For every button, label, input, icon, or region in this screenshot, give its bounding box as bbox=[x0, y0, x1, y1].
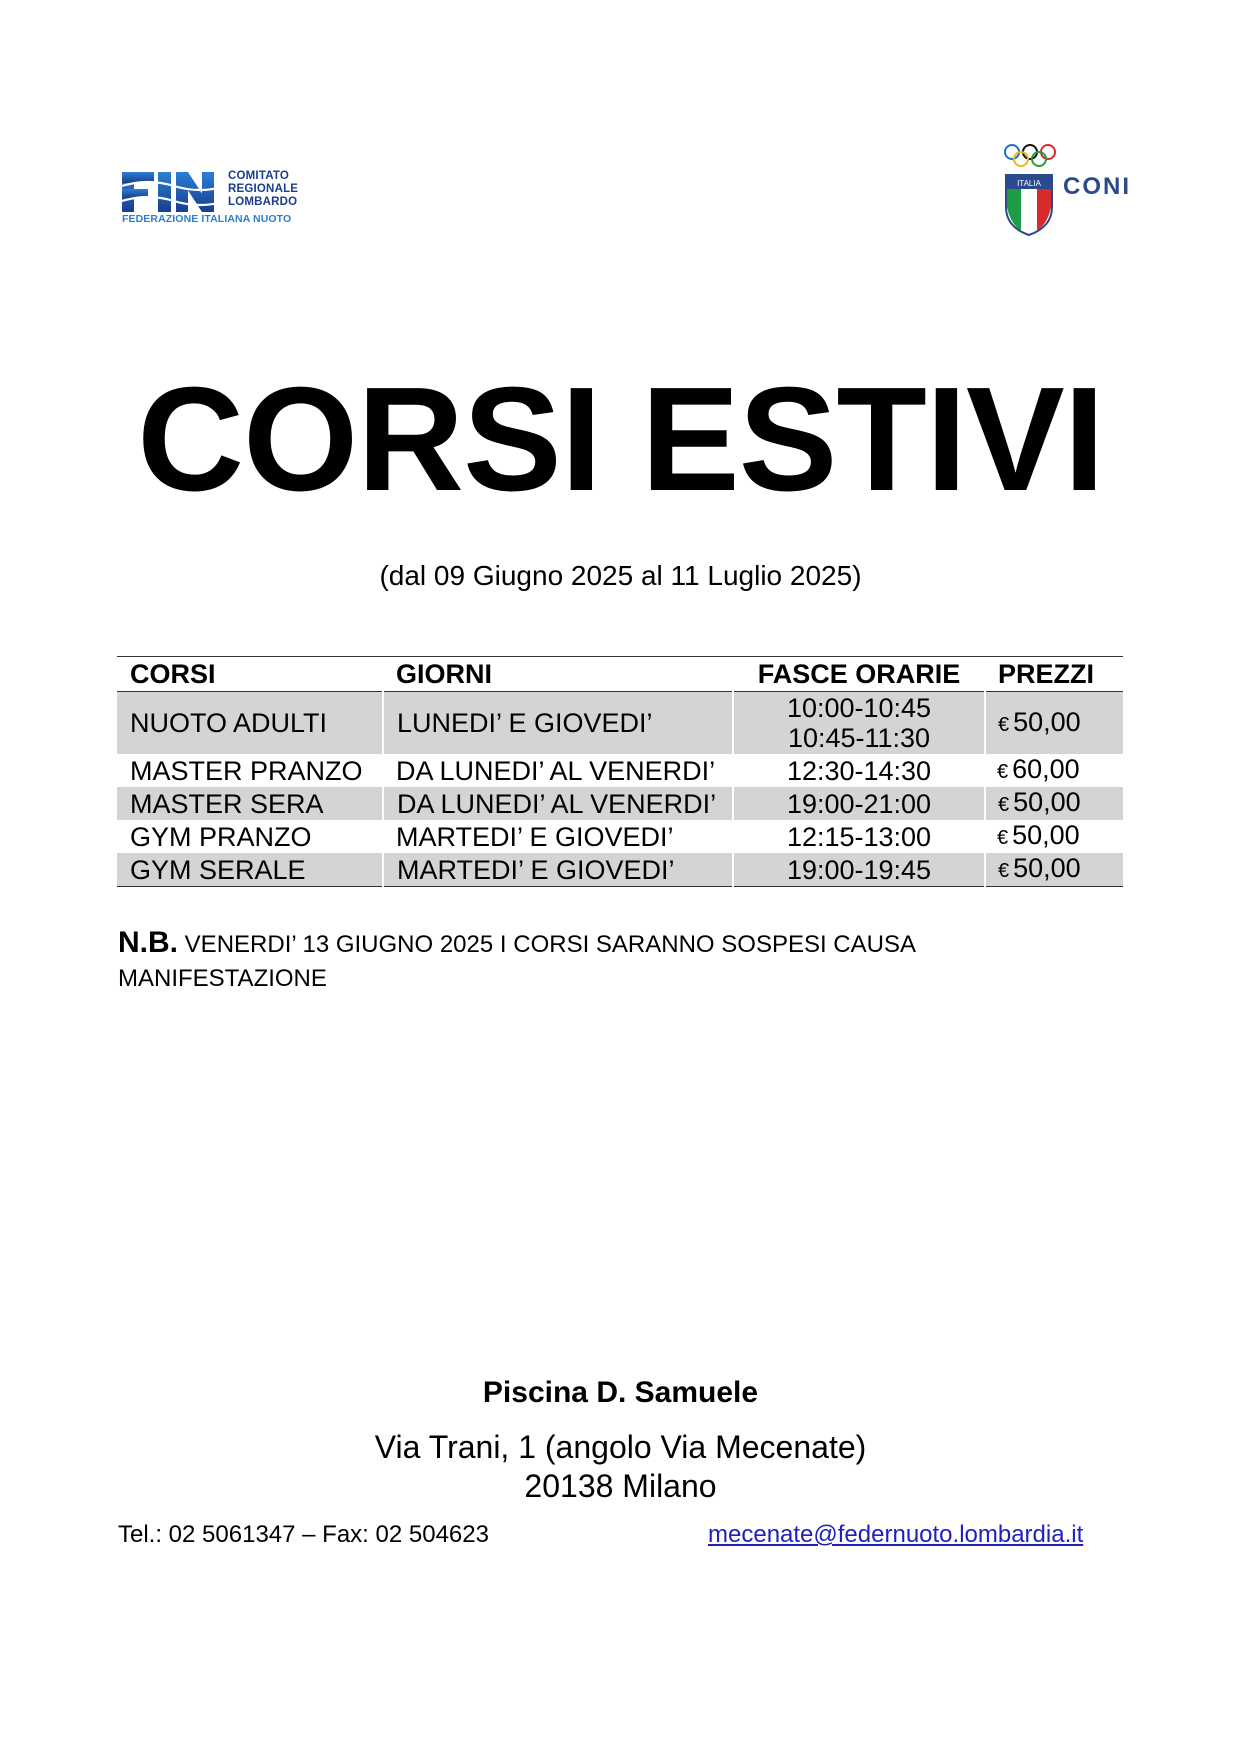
cell-corso: NUOTO ADULTI bbox=[117, 692, 383, 755]
cell-corso: MASTER SERA bbox=[117, 787, 383, 820]
cell-giorni: MARTEDI’ E GIOVEDI’ bbox=[396, 821, 674, 852]
cell-orario: 19:00-19:45 bbox=[733, 853, 985, 887]
table-row bbox=[117, 692, 1123, 755]
price-value: 50,00 bbox=[1012, 820, 1080, 850]
coni-logo bbox=[1002, 143, 1132, 243]
fin-logo bbox=[122, 168, 312, 228]
fin-line-3: LOMBARDO bbox=[228, 196, 298, 208]
cell-giorni: MARTEDI’ E GIOVEDI’ bbox=[383, 853, 733, 887]
euro-symbol: € bbox=[997, 761, 1009, 783]
price-value: 60,00 bbox=[1012, 754, 1080, 784]
cell-corso: GYM SERALE bbox=[117, 853, 383, 887]
fin-logo-mark bbox=[122, 170, 226, 214]
table-row bbox=[117, 754, 1123, 787]
phone-fax: Tel.: 02 5061347 – Fax: 02 504623 bbox=[118, 1521, 489, 1548]
cell-giorni: DA LUNEDI’ AL VENERDI’ bbox=[383, 787, 733, 820]
euro-symbol: € bbox=[998, 713, 1010, 736]
euro-symbol: € bbox=[997, 827, 1009, 849]
italy-shield-icon bbox=[1004, 173, 1054, 237]
table-header-row bbox=[117, 657, 1123, 692]
page-title: CORSI ESTIVI bbox=[137, 357, 1104, 522]
euro-symbol: € bbox=[998, 860, 1010, 882]
table-row bbox=[117, 787, 1123, 820]
header-fasce-orarie: FASCE ORARIE bbox=[733, 657, 985, 692]
cell-prezzo bbox=[985, 853, 1123, 887]
note-label: N.B. bbox=[118, 926, 178, 959]
table-row bbox=[117, 820, 1123, 853]
cell-prezzo bbox=[985, 754, 1123, 787]
fin-line-1: COMITATO bbox=[228, 170, 290, 182]
coni-wordmark: CONI bbox=[1063, 173, 1131, 200]
coni-badge-text: ITALIA bbox=[1017, 179, 1041, 188]
address-line-1: Via Trani, 1 (angolo Via Mecenate) bbox=[374, 1429, 867, 1465]
fin-federation-name: FEDERAZIONE ITALIANA NUOTO bbox=[122, 213, 292, 225]
cell-orario: 12:30-14:30 bbox=[786, 755, 932, 786]
email-link[interactable]: mecenate@federnuoto.lombardia.it bbox=[708, 1521, 1084, 1548]
orario-line-1: 10:00-10:45 bbox=[786, 693, 932, 723]
note-text: VENERDI’ 13 GIUGNO 2025 I CORSI SARANNO SOSPESI CAUSA MANIFESTAZIONE bbox=[118, 931, 915, 992]
cell-corso: MASTER PRANZO bbox=[130, 755, 363, 786]
header-giorni: GIORNI bbox=[383, 657, 733, 692]
venue-name: Piscina D. Samuele bbox=[482, 1376, 759, 1409]
cell-orario bbox=[733, 692, 985, 755]
table-row bbox=[117, 853, 1123, 887]
venue-address bbox=[0, 1428, 1241, 1506]
cell-prezzo bbox=[985, 820, 1123, 853]
fin-committee-text bbox=[228, 170, 298, 209]
courses-table bbox=[117, 656, 1123, 887]
header-prezzi: PREZZI bbox=[985, 657, 1123, 692]
price-value: 50,00 bbox=[1013, 853, 1081, 883]
note bbox=[118, 926, 1098, 996]
address-line-2: 20138 Milano bbox=[524, 1468, 717, 1504]
orario-line-2: 10:45-11:30 bbox=[787, 723, 931, 753]
cell-prezzo bbox=[985, 787, 1123, 820]
cell-giorni: DA LUNEDI’ AL VENERDI’ bbox=[396, 755, 716, 786]
cell-prezzo bbox=[985, 692, 1123, 755]
price-value: 50,00 bbox=[1013, 787, 1081, 817]
price-value: 50,00 bbox=[1013, 706, 1081, 737]
euro-symbol: € bbox=[998, 794, 1010, 816]
cell-corso: GYM PRANZO bbox=[130, 821, 312, 852]
fin-line-2: REGIONALE bbox=[228, 183, 299, 195]
cell-giorni: LUNEDI’ E GIOVEDI’ bbox=[383, 692, 733, 755]
cell-orario: 19:00-21:00 bbox=[733, 787, 985, 820]
header-corsi: CORSI bbox=[117, 657, 383, 692]
cell-orario: 12:15-13:00 bbox=[786, 821, 932, 852]
olympic-rings-icon bbox=[1003, 143, 1059, 169]
date-range: (dal 09 Giugno 2025 al 11 Luglio 2025) bbox=[379, 560, 862, 591]
